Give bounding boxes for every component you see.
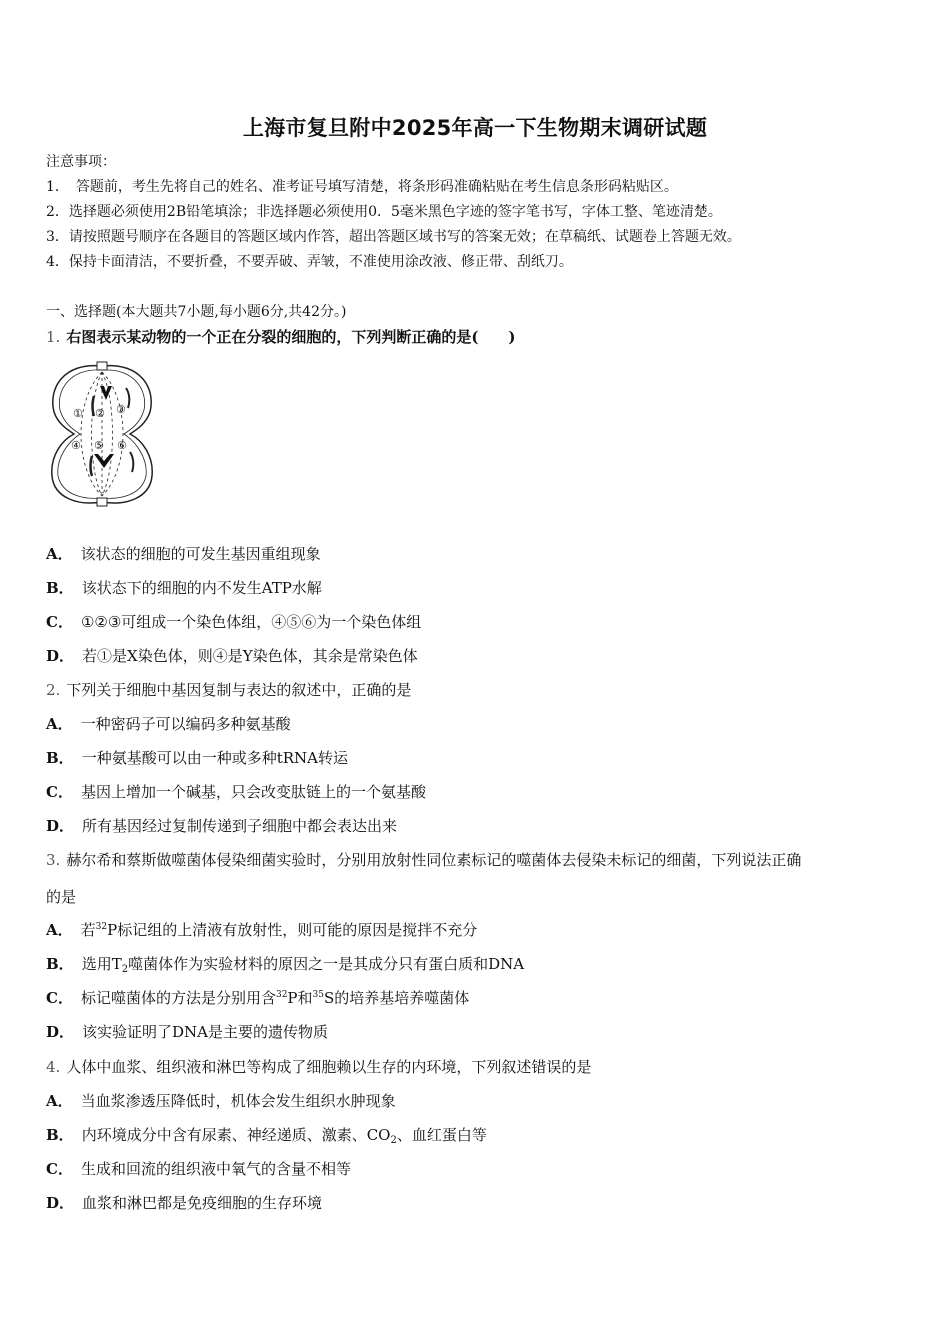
cell-division-figure	[44, 360, 160, 508]
label-6: ⑥	[117, 439, 127, 452]
q4-option-a: A． 当血浆渗透压降低时，机体会发生组织水肿现象	[46, 1092, 396, 1110]
question-3-stem: 3. 赫尔希和蔡斯做噬菌体侵染细菌实验时，分别用放射性同位素标记的噬菌体去侵染未标记的细菌，下列说法正确	[46, 851, 802, 869]
q2-option-d: D． 所有基因经过复制传递到子细胞中都会表达出来	[46, 817, 398, 835]
question-4-stem: 4. 人体中血浆、组织液和淋巴等构成了细胞赖以生存的内环境，下列叙述错误的是	[46, 1058, 592, 1076]
label-4: ④	[71, 439, 81, 452]
q2-option-b: B． 一种氨基酸可以由一种或多种tRNA转运	[46, 749, 348, 767]
q1-option-a: A． 该状态的细胞的可发生基因重组现象	[46, 545, 321, 563]
q2-option-c: C． 基因上增加一个碱基，只会改变肽链上的一个氨基酸	[46, 783, 426, 801]
question-1-stem	[46, 327, 516, 347]
q1-option-b: B． 该状态下的细胞的内不发生ATP水解	[46, 579, 322, 597]
notice-item-4: 4．保持卡面清洁，不要折叠，不要弄破、弄皱，不准使用涂改液、修正带、刮纸刀。	[46, 254, 573, 270]
q4-option-d: D． 血浆和淋巴都是免疫细胞的生存环境	[46, 1194, 323, 1212]
question-number: 1.	[46, 328, 61, 346]
question-3-stem-cont: 的是	[46, 888, 77, 906]
q3-option-a: A． 若$^{32}$P标记组的上清液有放射性，则可能的原因是搅拌不充分	[46, 921, 478, 939]
q3-option-c: C． 标记噬菌体的方法是分别用含$^{32}$P和$^{35}$S的培养基培养噬菌体	[46, 989, 470, 1007]
q3-option-d: D． 该实验证明了DNA是主要的遗传物质	[46, 1023, 329, 1041]
notice-item-1: 1． 答题前，考生先将自己的姓名、准考证号填写清楚，将条形码准确粘贴在考生信息条形码粘贴区。	[46, 179, 678, 195]
notice-item-3: 3．请按照题号顺序在各题目的答题区域内作答，超出答题区域书写的答案无效；在草稿纸、试题卷上答题无效。	[46, 229, 741, 245]
notice-heading: 注意事项：	[46, 154, 116, 170]
q1-option-c: C． ①②③可组成一个染色体组，④⑤⑥为一个染色体组	[46, 613, 422, 631]
q1-option-d: D． 若①是X染色体，则④是Y染色体，其余是常染色体	[46, 647, 418, 665]
question-text: 右图表示某动物的一个正在分裂的细胞的，下列判断正确的是( )	[66, 328, 516, 346]
page-title: 上海市复旦附中2025年高一下生物期末调研试题	[242, 116, 708, 140]
question-2-stem: 2. 下列关于细胞中基因复制与表达的叙述中，正确的是	[46, 681, 412, 699]
label-1: ①	[73, 407, 83, 420]
label-3: ③	[116, 403, 126, 416]
label-5: ⑤	[94, 439, 104, 452]
label-2: ②	[95, 407, 105, 420]
q4-option-c: C． 生成和回流的组织液中氧气的含量不相等	[46, 1160, 351, 1178]
q4-option-b: B． 内环境成分中含有尿素、神经递质、激素、$CO_2$、血红蛋白等	[46, 1126, 487, 1146]
q2-option-a: A． 一种密码子可以编码多种氨基酸	[46, 715, 291, 733]
notice-item-2: 2．选择题必须使用2B铅笔填涂；非选择题必须使用0．5毫米黑色字迹的签字笔书写，字体工整、笔迹清楚。	[46, 204, 722, 220]
section-heading: 一、选择题(本大题共7小题,每小题6分,共42分。)	[46, 304, 347, 320]
q3-option-b: B． 选用$T_2$噬菌体作为实验材料的原因之一是其成分只有蛋白质和DNA	[46, 955, 525, 975]
